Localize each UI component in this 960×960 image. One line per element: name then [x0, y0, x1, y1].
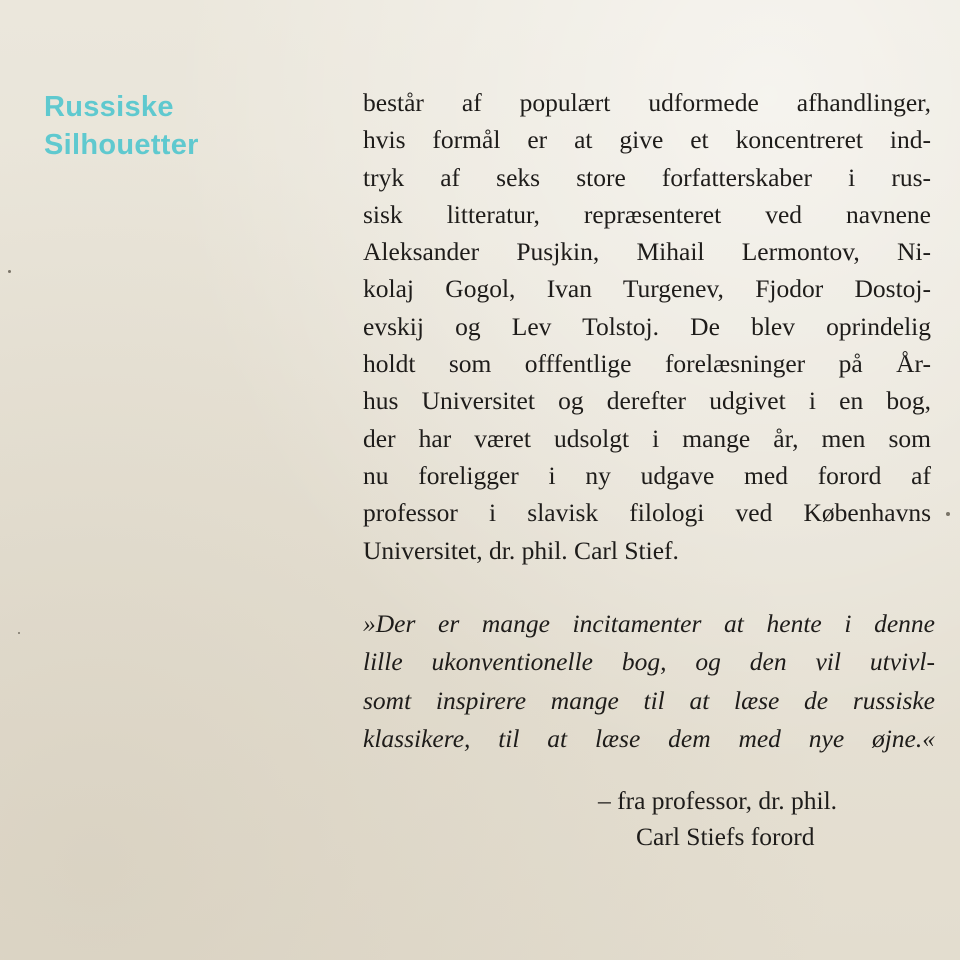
paper-speck — [8, 270, 11, 273]
book-title — [44, 88, 199, 164]
description-line: hvis formål er at give et koncentreret ind- — [363, 125, 931, 155]
book-title-line-1: Russiske — [44, 91, 174, 123]
description-line: tryk af seks store forfatterskaber i rus- — [363, 162, 931, 192]
paper-speck — [18, 632, 20, 634]
description-line: Universitet, dr. phil. Carl Stief. — [363, 535, 679, 565]
quote-line: »Der er mange incitamenter at hente i denne — [363, 609, 935, 638]
paper-speck — [946, 512, 950, 516]
description-line: nu foreligger i ny udgave med forord af — [363, 460, 931, 490]
description-line: der har været udsolgt i mange år, men som — [363, 423, 931, 453]
quote-line: somt inspirere mange til at læse de russiske — [363, 685, 935, 715]
description-line: sisk litteratur, repræsenteret ved navnene — [363, 199, 931, 229]
book-title-line-2: Silhouetter — [44, 129, 199, 161]
description-paragraph — [363, 84, 931, 569]
description-line: holdt som offfentlige forelæsninger på År- — [363, 349, 931, 379]
description-line: består af populært udformede afhandlinger, — [363, 88, 931, 117]
attribution-line-2: Carl Stiefs forord — [636, 822, 815, 851]
description-line: hus Universitet og derefter udgivet i en bog, — [363, 386, 931, 416]
quote-line: klassikere, til at læse dem med nye øjne.« — [363, 723, 935, 753]
description-line: Aleksander Pusjkin, Mihail Lermontov, Ni- — [363, 237, 931, 267]
review-quote — [363, 605, 935, 758]
description-line: kolaj Gogol, Ivan Turgenev, Fjodor Dostoj- — [363, 274, 931, 304]
attribution-line-1: – fra professor, dr. phil. — [598, 786, 838, 815]
description-line: professor i slavisk filologi ved Københavns — [363, 498, 931, 528]
description-line: evskij og Lev Tolstoj. De blev oprindelig — [363, 311, 931, 341]
quote-attribution — [598, 783, 898, 855]
quote-line: lille ukonventionelle bog, og den vil utvivl- — [363, 647, 935, 677]
